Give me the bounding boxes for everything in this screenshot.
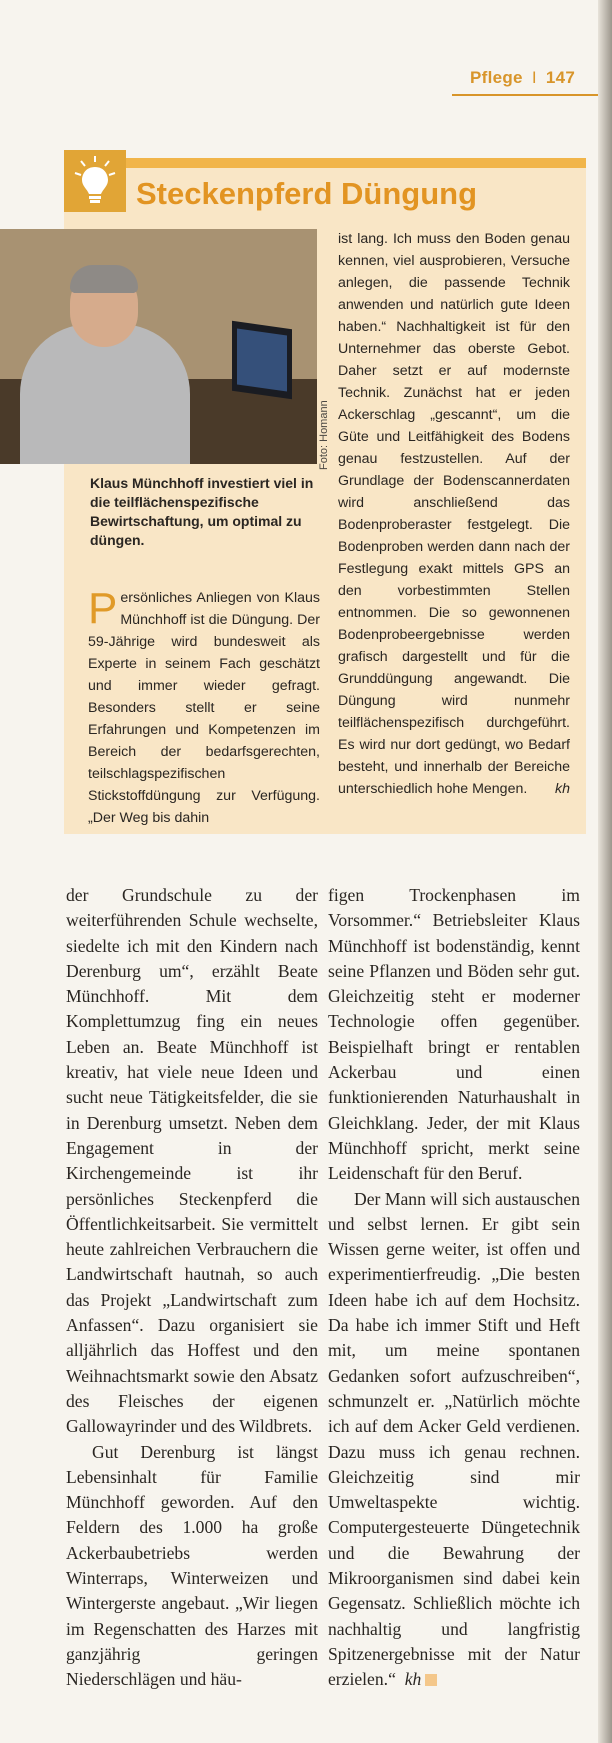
drop-cap: P — [88, 584, 118, 633]
page-header — [470, 68, 590, 88]
article-paragraph-last — [328, 1187, 580, 1693]
article-paragraph: der Grundschule zu der weiterführenden Schule wechselte, siedelte ich mit den Kindern nach Derenburg um“, erzählt Beate Münchhoff. Mit dem Komplettumzug fing ein neues Leben an. Beate Münchhoff ist kreativ, hat viele neue Ideen und sucht neue Tätigkeitsfelder, die sie in Derenburg umsetzt. Neben dem Engagement in der Kirchengemeinde ist ihr persönliches Steckenpferd die Öffentlichkeitsarbeit. Sie vermittelt heute zahlreichen Verbrauchern die Landwirtschaft hautnah, so auch das Projekt „Landwirtschaft zum Anfassen“. Dazu organisiert sie alljährlich das Hoffest und den Weihnachtsmarkt sowie den Absatz des Fleisches der eigenen Gallowayrinder und des Wildbrets. — [66, 885, 318, 1437]
article-paragraph: figen Trockenphasen im Vorsommer.“ Betriebsleiter Klaus Münchhoff ist bodenständig, kennt seine Pflanzen und Böden sehr gut. Gleichzeitig steht er moderner Technologie offen gegenüber. Beispielhaft bringt er rentablen Ackerbau und einen funktionierenden Naturhaushalt in Gleichklang. Jeder, der mit Klaus Münchhoff spricht, merkt seine Leidenschaft für den Beruf. — [328, 885, 580, 1184]
box-right-text — [338, 228, 570, 800]
header-rule — [452, 94, 598, 96]
lightbulb-icon — [64, 150, 126, 212]
article-right-column — [328, 883, 580, 1693]
photo-caption: Klaus Münchhoff investiert viel in die teilflächenspezifische Bewirtschaftung, um optimal zu düngen. — [90, 475, 314, 548]
page-number: 147 — [545, 68, 576, 87]
box-left-text — [88, 584, 320, 829]
box-signature: kh — [555, 781, 570, 797]
photo-credit — [318, 454, 330, 470]
article-paragraph-text: Der Mann will sich austauschen und selbst lernen. Er gibt sein Wissen gerne weiter, ist offen und experimentierfreudig. „Die besten Ideen habe ich auf dem Hochsitz. Da habe ich immer Stift und Heft mit, um meine spontanen Gedanken sofort aufzuschreiben“, schmunzelt er. „Natürlich möchte ich auf dem Acker Geld verdienen. Dazu muss ich genau rechnen. Gleichzeitig sind mir Umweltaspekte wichtig. Computergesteuerte Düngetechnik und die Bewahrung der Mikroorganismen sind dabei kein Gegensatz. Schließlich möchte ich nachhaltig und langfristig Spitzenergebnisse mit der Natur erzielen.“ — [328, 1188, 580, 1690]
header-separator: I — [531, 68, 537, 87]
section-label: Pflege — [470, 68, 523, 87]
end-mark — [425, 1674, 437, 1686]
article-paragraph: Gut Derenburg ist längst Lebensinhalt für Familie Münchhoff geworden. Auf den Feldern des 1.000 ha große Ackerbaubetriebs werden Winterraps, Winterweizen und Wintergerste angebaut. „Wir liegen im Regenschatten des Harzes mit ganzjährig geringen Niederschlägen und häu- — [66, 1441, 318, 1690]
farmer-photo — [0, 229, 317, 464]
article-signature: kh — [404, 1669, 422, 1690]
page-edge-shadow — [598, 0, 612, 1743]
info-box-bar — [64, 158, 586, 168]
box-left-body: ersönliches Anliegen von Klaus Münchhoff ist die Düngung. Der 59-Jährige wird bundesweit als Experte in seinem Fach geschätzt und immer wieder gefragt. Besonders stellt er seine Erfahrungen und Kompetenzen im Bereich der bedarfsgerechten, teilschlagspezifischen Stickstoffdüngung zur Verfügung. „Der Weg bis dahin — [88, 590, 320, 826]
article-left-column — [66, 883, 318, 1693]
box-right-body: ist lang. Ich muss den Boden genau kennen, viel ausprobieren, Versuche anlegen, die passende Technik anwenden und natürlich gute Ideen haben.“ Nachhaltigkeit ist für den Unternehmer das oberste Gebot. Daher setzt er auf modernste Technik. Zunächst hat er jeden Ackerschlag „gescannt“, um die Güte und Leitfähigkeit des Bodens genau festzustellen. Auf der Grundlage der Bodenscannerdaten wird anschließend das Bodenproberaster festgelegt. Die Bodenproben werden dann nach der Festlegung exakt mittels GPS an den vorbestimmten Stellen entnommen. Die so gewonnenen Bodenprobeergebnisse werden grafisch dargestellt und für die Grunddüngung angewandt. Die Düngung wird nunmehr teilflächenspezifisch durchgeführt. Es wird nur dort gedüngt, wo Bedarf besteht, und innerhalb der Bereiche unterschiedlich hohe Mengen. — [338, 231, 570, 797]
box-title: Steckenpferd Düngung — [136, 176, 478, 211]
